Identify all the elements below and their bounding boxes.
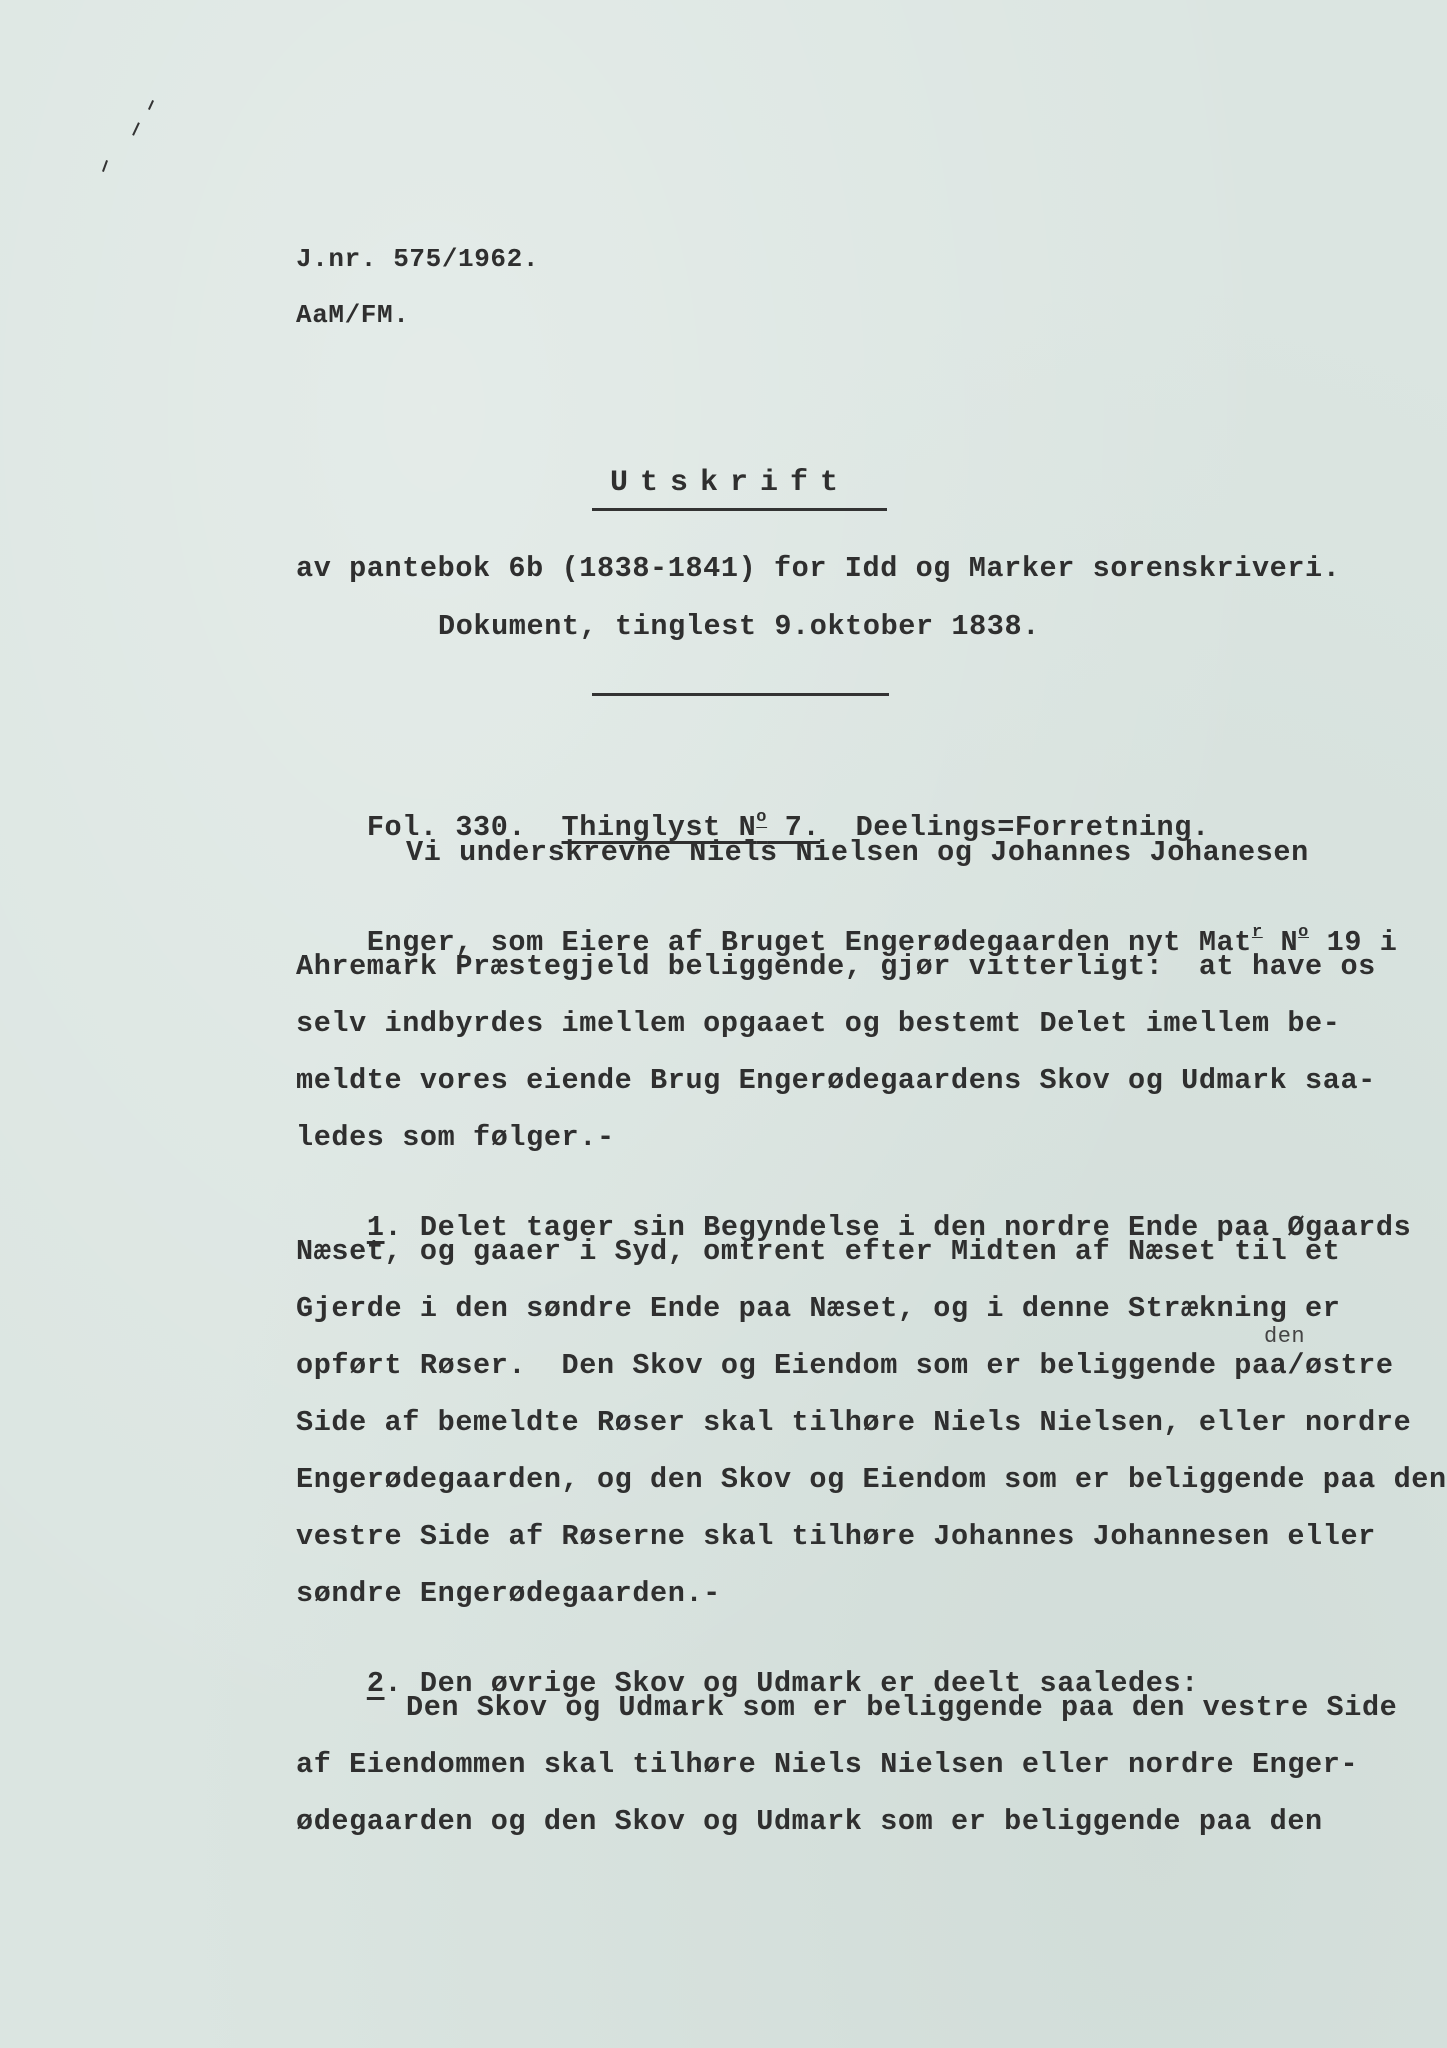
body-line: Vi underskrevne Niels Nielsen og Johannes Johanesen bbox=[406, 836, 1309, 869]
subtitle-line-1: av pantebok 6b (1838-1841) for Idd og Marker sorenskriveri. bbox=[296, 552, 1341, 585]
subtitle-line-2: Dokument, tinglest 9.oktober 1838. bbox=[438, 610, 1040, 643]
paragraph-2-line: Den Skov og Udmark som er beliggende paa den vestre Side bbox=[406, 1691, 1398, 1724]
thinglyst-number: Thinglyst $N^o$ 7. bbox=[561, 808, 821, 844]
document-title: Utskrift bbox=[610, 466, 851, 500]
paragraph-1-line: opført Røser. Den Skov og Eiendom som er beliggende paa/østre bbox=[296, 1349, 1394, 1382]
margin-mark bbox=[148, 100, 154, 110]
paragraph-1-line: søndre Engerødegaarden.- bbox=[296, 1577, 721, 1610]
paragraph-2-line: ødegaarden og den Skov og Udmark som er beliggende paa den bbox=[296, 1805, 1323, 1838]
handwritten-insertion: den bbox=[1264, 1324, 1306, 1349]
body-line: Ahremark Præstegjeld beliggende, gjør vitterligt: at have os bbox=[296, 950, 1376, 983]
margin-mark bbox=[102, 160, 108, 172]
document-type: Deelings=Forretning. bbox=[855, 811, 1210, 844]
show-through-watermark: ﾠ bbox=[730, 20, 906, 165]
paragraph-1-line: Gjerde i den søndre Ende paa Næset, og i denne Strækning er bbox=[296, 1292, 1341, 1325]
paragraph-1-line: 1. Delet tager sin Begyndelse i den nordre Ende paa Øgaards bbox=[366, 1211, 1412, 1244]
body-line: meldte vores eiende Brug Engerødegaardens Skov og Udmark saa- bbox=[296, 1064, 1376, 1097]
paragraph-1-line: Engerødegaarden, og den Skov og Eiendom som er beliggende paa den bbox=[296, 1463, 1447, 1496]
paragraph-1-line: Side af bemeldte Røser skal tilhøre Niels Nielsen, eller nordre bbox=[296, 1406, 1412, 1439]
body-line: Enger, som Eiere af Bruget Engerødegaarden nyt Mat$^r$ $N^o$ 19 i bbox=[366, 923, 1398, 959]
separator-rule bbox=[592, 693, 889, 696]
paragraph-1-line: Næset, og gaaer i Syd, omtrent efter Midten af Næset til et bbox=[296, 1235, 1341, 1268]
paragraph-1-line: vestre Side af Røserne skal tilhøre Johannes Johannesen eller bbox=[296, 1520, 1376, 1553]
title-underline bbox=[592, 508, 887, 511]
body-line: ledes som følger.- bbox=[296, 1121, 615, 1154]
paragraph-2-line: 2. Den øvrige Skov og Udmark er deelt saaledes: bbox=[366, 1667, 1199, 1700]
paragraph-number: 2 bbox=[366, 1667, 385, 1700]
paragraph-number: 1 bbox=[366, 1211, 385, 1244]
body-line: selv indbyrdes imellem opgaaet og bestemt Delet imellem be- bbox=[296, 1007, 1341, 1040]
paragraph-2-line: af Eiendommen skal tilhøre Niels Nielsen eller nordre Enger- bbox=[296, 1748, 1359, 1781]
margin-mark bbox=[132, 122, 140, 136]
journal-number: J.nr. 575/1962. bbox=[296, 244, 540, 274]
initials: AaM/FM. bbox=[296, 300, 410, 330]
folio-reference: Fol. 330. bbox=[366, 811, 527, 844]
